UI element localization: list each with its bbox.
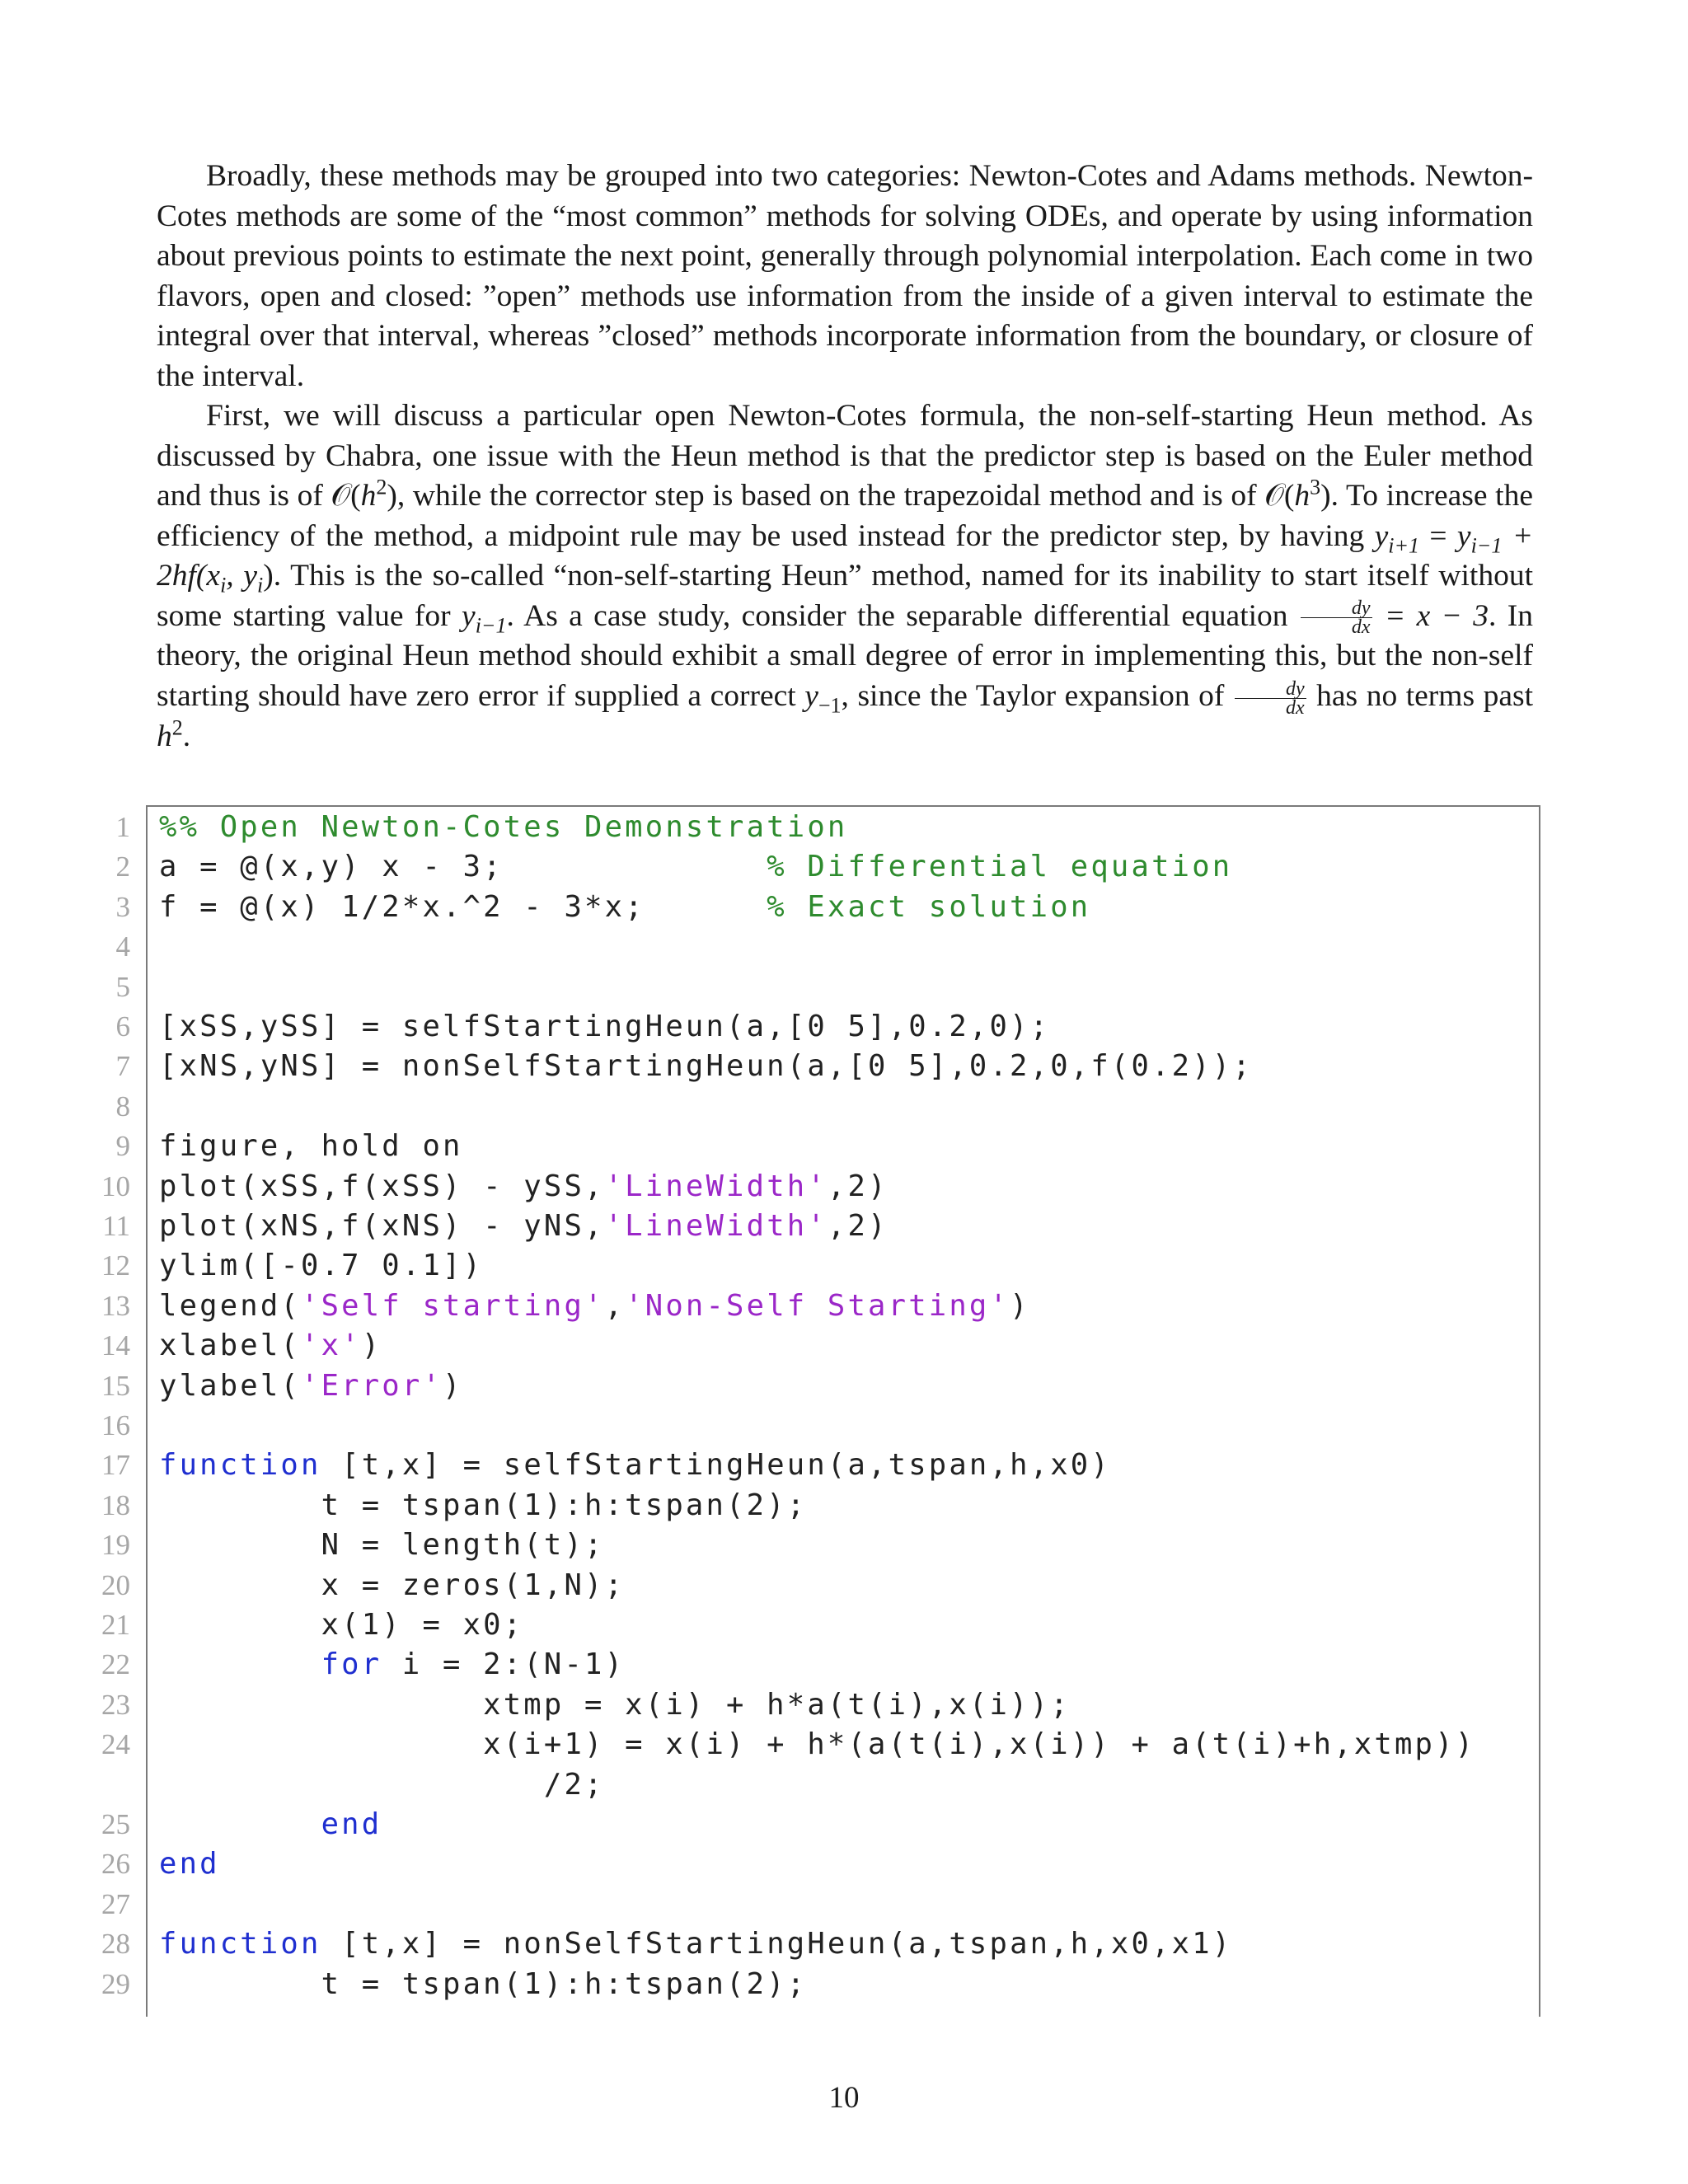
code-line: [82, 1685, 1545, 1725]
code-line: [82, 1047, 1545, 1086]
line-number: 2: [115, 851, 130, 883]
code-line: [82, 1725, 1545, 1765]
code-text: [159, 1965, 807, 2004]
line-number: 23: [101, 1688, 130, 1721]
code-line: [82, 927, 1545, 967]
line-number: 18: [101, 1488, 130, 1521]
code-string: 'Error': [301, 1368, 443, 1403]
code-line: [82, 1885, 1545, 1924]
code-comment: % Exact solution: [767, 889, 1091, 924]
paragraph-1: [157, 157, 1533, 396]
code-token: ): [443, 1368, 463, 1403]
code-token: ,: [604, 1288, 626, 1323]
code-text: [159, 847, 1232, 887]
line-number: 29: [101, 1967, 130, 2000]
paragraph-2-text-a: First, we will discuss a particular open Newton-Cotes formula, the non-self-starting Heun method. As discussed by Chabra, one issue with the Heun method is that the predictor step is based on the Euler method and thus is of: [157, 399, 1533, 513]
code-token: plot(xNS,f(xNS) - yNS,: [159, 1209, 605, 1243]
code-token: [xSS,ySS] = selfStartingHeun(a,[0 5],0.2,0);: [159, 1010, 1051, 1043]
code-line: [82, 1366, 1545, 1406]
code-text: [159, 1725, 1475, 1765]
code-string: 'Self starting': [301, 1288, 605, 1323]
code-text: [159, 1805, 382, 1844]
line-number: 3: [115, 890, 130, 923]
code-token: [t,x] = nonSelfStartingHeun(a,tspan,h,x0,x1): [321, 1927, 1233, 1961]
code-token: plot(xSS,f(xSS) - ySS,: [159, 1169, 605, 1203]
code-line: [82, 1207, 1545, 1246]
paragraph-2-text-b: , while the corrector step is based on the trapezoidal method and is of: [396, 479, 1265, 513]
code-token: figure, hold on: [159, 1129, 463, 1164]
code-token: [159, 1807, 321, 1841]
code-token: ,2): [827, 1209, 889, 1243]
line-number: 15: [101, 1369, 130, 1402]
code-token: N = length(t);: [159, 1528, 605, 1563]
code-token: [t,x] = selfStartingHeun(a,tspan,h,x0): [321, 1448, 1111, 1483]
line-number: 16: [101, 1409, 130, 1441]
code-line: [82, 1924, 1545, 1964]
code-text: [159, 1486, 807, 1526]
line-number: 6: [115, 1010, 130, 1043]
line-number: 4: [115, 930, 130, 963]
code-token: [xNS,yNS] = nonSelfStartingHeun(a,[0 5],0.2,0,f(0.2));: [159, 1049, 1253, 1084]
code-line: [82, 1406, 1545, 1446]
code-line: [82, 1087, 1545, 1127]
code-text: [159, 1844, 220, 1884]
code-text: [159, 1605, 523, 1645]
code-token: x(1) = x0;: [159, 1608, 524, 1642]
code-line: [82, 1765, 1545, 1805]
line-number: 22: [101, 1648, 130, 1681]
code-token: a = @(x,y) x - 3;: [159, 850, 767, 884]
code-text: [159, 1286, 1030, 1326]
code-line: [82, 1326, 1545, 1366]
code-text: [159, 1366, 463, 1406]
code-text: [159, 1765, 605, 1805]
line-number: 25: [101, 1808, 130, 1840]
code-line: [82, 1286, 1545, 1326]
line-number: 8: [115, 1090, 130, 1122]
line-number: 27: [101, 1887, 130, 1920]
code-text: [159, 1685, 1071, 1725]
code-text: [159, 1566, 625, 1605]
math-midpoint-rule: $y_{i+1} = y_{i-1} + 2hf(x_i$, $y_i$): [157, 518, 1533, 598]
code-line: [82, 847, 1545, 887]
code-line: [82, 1446, 1545, 1485]
page-number: 10: [828, 2081, 860, 2115]
code-line: [82, 968, 1545, 1007]
code-string: 'LineWidth': [604, 1169, 828, 1203]
code-token: t = tspan(1):h:tspan(2);: [159, 1966, 808, 2001]
math-y-minus-1: $y_{-1}$: [804, 678, 842, 718]
code-token: x = zeros(1,N);: [159, 1568, 626, 1602]
code-keyword: function: [159, 1927, 321, 1961]
code-token: i = 2:(N-1): [382, 1647, 626, 1682]
code-token: legend(: [159, 1288, 302, 1323]
code-comment: % Differential equation: [767, 850, 1233, 884]
code-text: [159, 1446, 1111, 1485]
line-number: 10: [101, 1169, 130, 1202]
code-line: [82, 1127, 1545, 1166]
code-line: [82, 1645, 1545, 1685]
code-keyword: end: [159, 1847, 220, 1882]
code-text: [159, 1047, 1253, 1086]
code-token: f = @(x) 1/2*x.^2 - 3*x;: [159, 889, 767, 924]
code-text: [159, 1127, 463, 1166]
line-number: 7: [115, 1050, 130, 1083]
code-text: [159, 1246, 483, 1286]
body-text: [157, 157, 1533, 757]
paragraph-2-text-h: has no terms past: [1307, 678, 1533, 713]
code-string: 'LineWidth': [604, 1209, 828, 1243]
line-number: 1: [115, 811, 130, 843]
code-line: [82, 1246, 1545, 1286]
line-number: 5: [115, 970, 130, 1003]
code-line: [82, 1167, 1545, 1207]
paragraph-2-text-e: . As a case study, consider the separable differential equation: [506, 598, 1299, 633]
code-line: [82, 1605, 1545, 1645]
code-text: [159, 1645, 625, 1685]
math-big-o-h3: $𝒪(h^3)$: [1264, 475, 1331, 513]
code-token: ylim([-0.7 0.1]): [159, 1249, 484, 1283]
code-token: [159, 1647, 321, 1681]
code-line: [82, 1805, 1545, 1844]
line-number: 17: [101, 1449, 130, 1482]
code-token: xlabel(: [159, 1329, 302, 1363]
math-h-squared: $h^2$: [157, 715, 183, 753]
code-token: ): [1010, 1288, 1030, 1323]
code-line: [82, 1844, 1545, 1884]
code-line: [82, 1486, 1545, 1526]
code-string: 'x': [301, 1329, 362, 1363]
code-token: x(i+1) = x(i) + h*(a(t(i),x(i)) + a(t(i)+h,xtmp)): [159, 1727, 1476, 1762]
paragraph-2-text-c: . To increase the efficiency of the method, a midpoint rule may be used instead for the predictor step, by having: [157, 479, 1533, 553]
code-text: [159, 808, 847, 847]
code-token: t = tspan(1):h:tspan(2);: [159, 1488, 808, 1522]
code-comment: %% Open Newton-Cotes Demonstration: [159, 810, 848, 844]
code-line: [82, 1965, 1545, 2004]
code-string: 'Non-Self Starting': [625, 1288, 1010, 1323]
code-line: [82, 888, 1545, 927]
code-token: ylabel(: [159, 1368, 302, 1403]
code-line: [82, 1007, 1545, 1047]
code-text: [159, 1326, 382, 1366]
line-number: 26: [101, 1848, 130, 1881]
code-listing: [82, 805, 1545, 2017]
math-big-o-h2: $𝒪(h^2)$: [331, 475, 397, 513]
code-text: [159, 1924, 1232, 1964]
paragraph-2-text-f: . In theory, the original Heun method should exhibit a small degree of error in implementing this, but the non-self starting should have zero error if supplied a correct: [157, 598, 1533, 713]
line-number: 14: [101, 1329, 130, 1362]
code-token: ): [361, 1329, 382, 1363]
code-keyword: for: [321, 1647, 382, 1682]
paragraph-2-text-i: .: [182, 719, 191, 753]
code-line: [82, 1566, 1545, 1605]
line-number: 11: [102, 1210, 130, 1242]
line-number: 21: [101, 1609, 130, 1641]
code-text: [159, 1167, 889, 1207]
math-dy-dx: $\frac{dy}{dx}$: [1233, 679, 1308, 713]
code-token: /2;: [159, 1767, 605, 1802]
code-keyword: end: [321, 1807, 382, 1841]
line-number: 9: [115, 1130, 130, 1163]
code-text: [159, 1526, 605, 1565]
line-number: 12: [101, 1249, 130, 1282]
code-text: [159, 888, 1090, 927]
line-number: 13: [101, 1289, 130, 1322]
paragraph-2: [157, 396, 1533, 757]
code-token: xtmp = x(i) + h*a(t(i),x(i));: [159, 1687, 1071, 1722]
line-number: 20: [101, 1568, 130, 1601]
code-text: [159, 1207, 889, 1246]
line-number: 28: [101, 1928, 130, 1961]
line-number: 19: [101, 1529, 130, 1562]
math-ode: $\frac{dy}{dx}$ = x − 3: [1299, 599, 1489, 633]
math-y-i-minus-1: $y_{i-1}$: [462, 598, 507, 637]
code-line: [82, 808, 1545, 847]
paragraph-1-text: Broadly, these methods may be grouped into two categories: Newton-Cotes and Adams methods. Newton-Cotes methods are some of the “most common” methods for solving ODEs, and operate by using information about previous points to estimate the next point, generally through polynomial interpolation. Each come in two flavors, open and closed: ”open” methods use information from the inside of a given interval to estimate the integral over that interval, whereas ”closed” methods incorporate information from the boundary, or closure of the interval.: [157, 159, 1533, 393]
paragraph-2-text-g: , since the Taylor expansion of: [841, 678, 1233, 713]
code-keyword: function: [159, 1448, 321, 1483]
code-line: [82, 1526, 1545, 1565]
code-text: [159, 1007, 1050, 1047]
line-number: 24: [101, 1728, 130, 1761]
paragraph-2-text-d: . This is the so-called “non-self-starting Heun” method, named for its inability to start itself without some starting value for: [157, 559, 1533, 633]
code-token: ,2): [827, 1169, 889, 1203]
